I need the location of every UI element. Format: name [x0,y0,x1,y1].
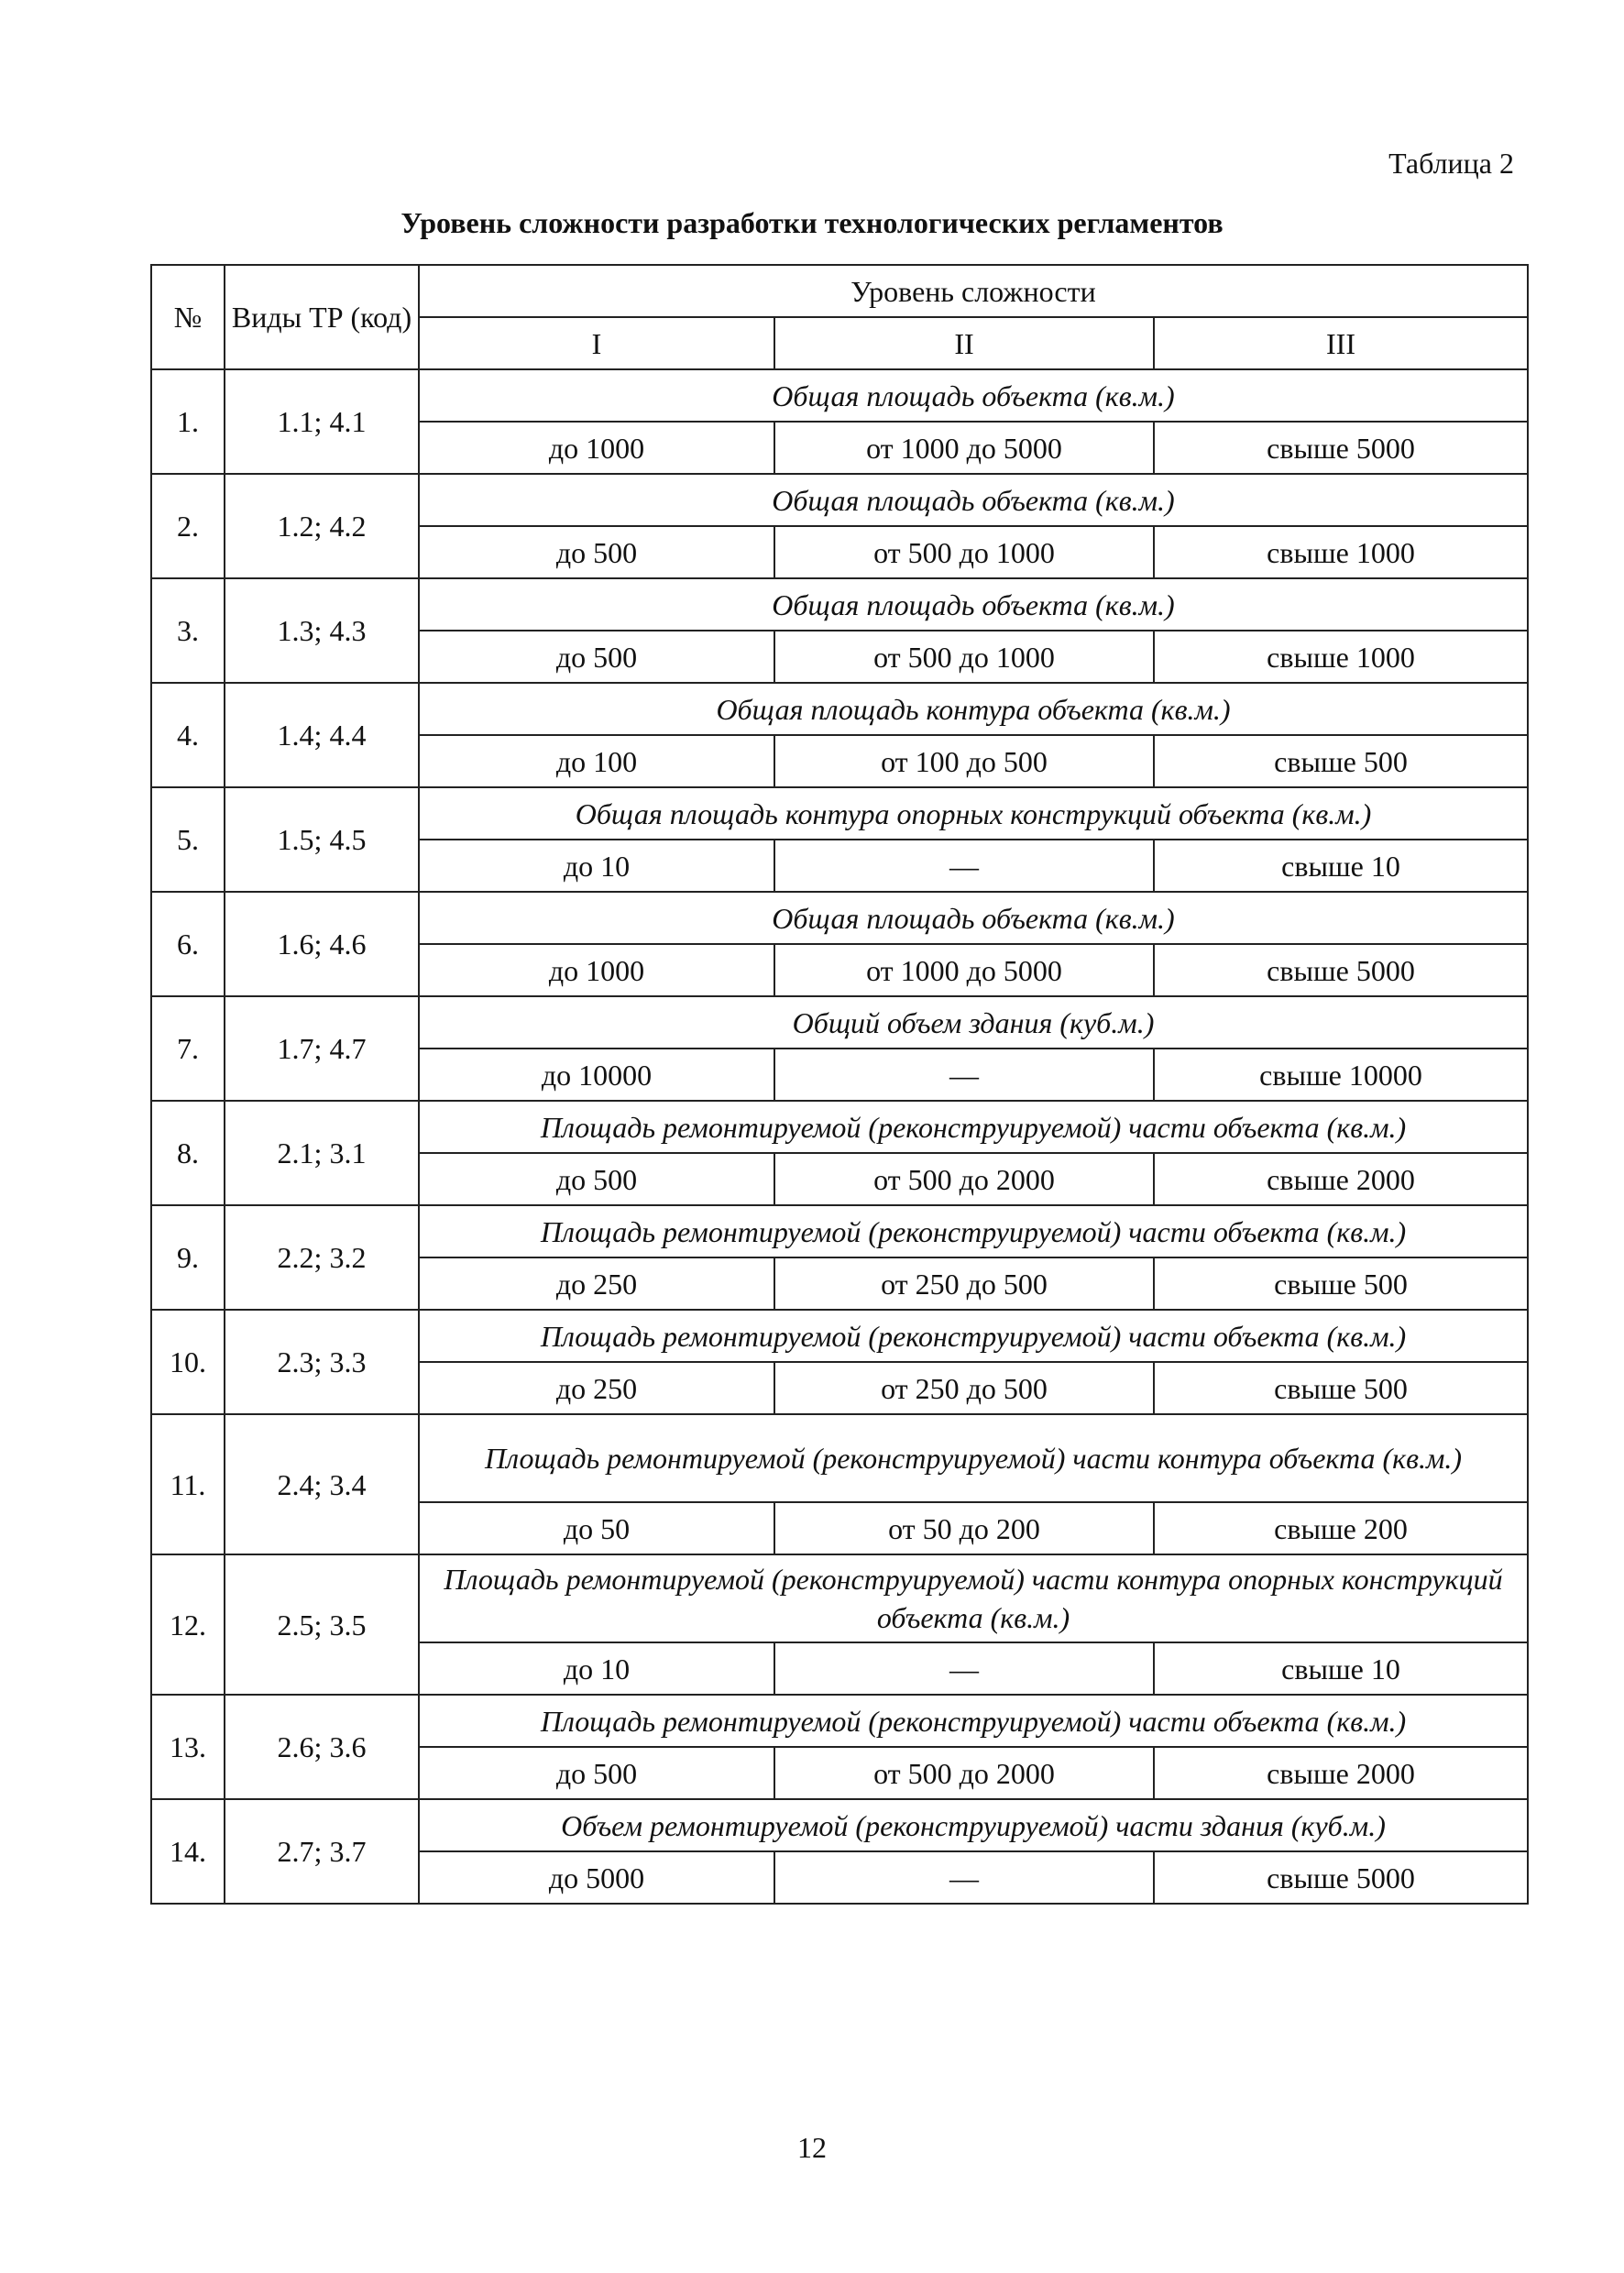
row-parameter: Площадь ремонтируемой (реконструируемой) части объекта (кв.м.) [419,1205,1528,1257]
document-title: Уровень сложности разработки технологических регламентов [401,206,1223,239]
row-parameter: Общая площадь объекта (кв.м.) [419,578,1528,631]
table-row-param [151,1205,1528,1257]
row-number: 14. [151,1799,225,1904]
row-value-level-2: — [774,1049,1154,1101]
row-code: 2.2; 3.2 [225,1205,419,1310]
row-value-level-2: от 500 до 1000 [774,526,1154,578]
row-number: 7. [151,996,225,1101]
row-parameter: Площадь ремонтируемой (реконструируемой) части объекта (кв.м.) [419,1101,1528,1153]
row-value-level-2: от 500 до 2000 [774,1747,1154,1799]
header-kind: Виды ТР (код) [225,265,419,369]
row-number: 8. [151,1101,225,1205]
row-parameter: Общая площадь контура объекта (кв.м.) [419,683,1528,735]
table-row-param [151,1554,1528,1642]
row-code: 2.7; 3.7 [225,1799,419,1904]
row-code: 2.5; 3.5 [225,1554,419,1695]
row-code: 2.1; 3.1 [225,1101,419,1205]
row-value-level-1: до 250 [419,1362,774,1414]
row-code: 1.6; 4.6 [225,892,419,996]
row-value-level-1: до 250 [419,1257,774,1310]
complexity-table [150,264,1529,1905]
table-row-param [151,787,1528,840]
row-number: 6. [151,892,225,996]
table-label: Таблица 2 [1388,147,1514,180]
row-number: 13. [151,1695,225,1799]
row-code: 2.3; 3.3 [225,1310,419,1414]
row-value-level-3: свыше 10 [1154,840,1528,892]
row-value-level-1: до 50 [419,1502,774,1554]
row-parameter: Общий объем здания (куб.м.) [419,996,1528,1049]
row-value-level-1: до 5000 [419,1851,774,1904]
row-number: 10. [151,1310,225,1414]
row-parameter: Общая площадь контура опорных конструкций объекта (кв.м.) [419,787,1528,840]
table-row-param [151,369,1528,422]
header-row [151,265,1528,317]
row-value-level-2: от 500 до 1000 [774,631,1154,683]
row-value-level-1: до 1000 [419,422,774,474]
row-value-level-2: от 1000 до 5000 [774,422,1154,474]
row-value-level-1: до 100 [419,735,774,787]
row-value-level-1: до 10 [419,840,774,892]
table-row-param [151,1101,1528,1153]
row-number: 3. [151,578,225,683]
row-parameter: Площадь ремонтируемой (реконструируемой) части контура опорных конструкций объекта (кв.м.) [419,1554,1528,1642]
row-parameter: Площадь ремонтируемой (реконструируемой) части контура объекта (кв.м.) [419,1414,1528,1502]
row-parameter: Общая площадь объекта (кв.м.) [419,369,1528,422]
row-number: 2. [151,474,225,578]
table-row-param [151,1799,1528,1851]
row-number: 9. [151,1205,225,1310]
row-code: 1.1; 4.1 [225,369,419,474]
row-value-level-3: свыше 500 [1154,735,1528,787]
table-row-param [151,474,1528,526]
row-code: 1.5; 4.5 [225,787,419,892]
row-value-level-2: — [774,1851,1154,1904]
row-value-level-1: до 500 [419,526,774,578]
row-value-level-2: — [774,840,1154,892]
row-number: 11. [151,1414,225,1554]
row-value-level-1: до 10000 [419,1049,774,1101]
row-value-level-1: до 1000 [419,944,774,996]
row-number: 5. [151,787,225,892]
row-value-level-2: от 100 до 500 [774,735,1154,787]
table-row-param [151,892,1528,944]
row-value-level-3: свыше 2000 [1154,1747,1528,1799]
row-value-level-2: от 500 до 2000 [774,1153,1154,1205]
row-value-level-3: свыше 5000 [1154,944,1528,996]
row-value-level-3: свыше 200 [1154,1502,1528,1554]
header-level-2: II [774,317,1154,369]
row-value-level-3: свыше 5000 [1154,1851,1528,1904]
row-value-level-3: свыше 1000 [1154,631,1528,683]
row-code: 1.3; 4.3 [225,578,419,683]
row-code: 1.2; 4.2 [225,474,419,578]
table-row-param [151,578,1528,631]
row-value-level-2: от 250 до 500 [774,1362,1154,1414]
row-value-level-2: от 250 до 500 [774,1257,1154,1310]
header-level-1: I [419,317,774,369]
row-number: 12. [151,1554,225,1695]
row-value-level-3: свыше 500 [1154,1257,1528,1310]
table-row-param [151,1695,1528,1747]
row-value-level-3: свыше 500 [1154,1362,1528,1414]
row-value-level-2: — [774,1642,1154,1695]
row-number: 1. [151,369,225,474]
row-value-level-2: от 1000 до 5000 [774,944,1154,996]
row-value-level-3: свыше 10 [1154,1642,1528,1695]
row-value-level-3: свыше 2000 [1154,1153,1528,1205]
row-value-level-3: свыше 10000 [1154,1049,1528,1101]
table-row-param [151,996,1528,1049]
row-code: 2.6; 3.6 [225,1695,419,1799]
row-value-level-2: от 50 до 200 [774,1502,1154,1554]
row-code: 1.7; 4.7 [225,996,419,1101]
page-number: 12 [797,2131,827,2164]
row-parameter: Общая площадь объекта (кв.м.) [419,474,1528,526]
header-level-3: III [1154,317,1528,369]
row-value-level-1: до 10 [419,1642,774,1695]
header-level: Уровень сложности [419,265,1528,317]
row-parameter: Площадь ремонтируемой (реконструируемой) части объекта (кв.м.) [419,1695,1528,1747]
row-parameter: Общая площадь объекта (кв.м.) [419,892,1528,944]
row-parameter: Объем ремонтируемой (реконструируемой) части здания (куб.м.) [419,1799,1528,1851]
row-value-level-3: свыше 1000 [1154,526,1528,578]
row-value-level-1: до 500 [419,631,774,683]
row-value-level-3: свыше 5000 [1154,422,1528,474]
row-value-level-1: до 500 [419,1153,774,1205]
row-value-level-1: до 500 [419,1747,774,1799]
header-num: № [151,265,225,369]
row-code: 1.4; 4.4 [225,683,419,787]
row-parameter: Площадь ремонтируемой (реконструируемой) части объекта (кв.м.) [419,1310,1528,1362]
table-row-param [151,1414,1528,1502]
row-code: 2.4; 3.4 [225,1414,419,1554]
table-row-param [151,683,1528,735]
table-row-param [151,1310,1528,1362]
row-number: 4. [151,683,225,787]
